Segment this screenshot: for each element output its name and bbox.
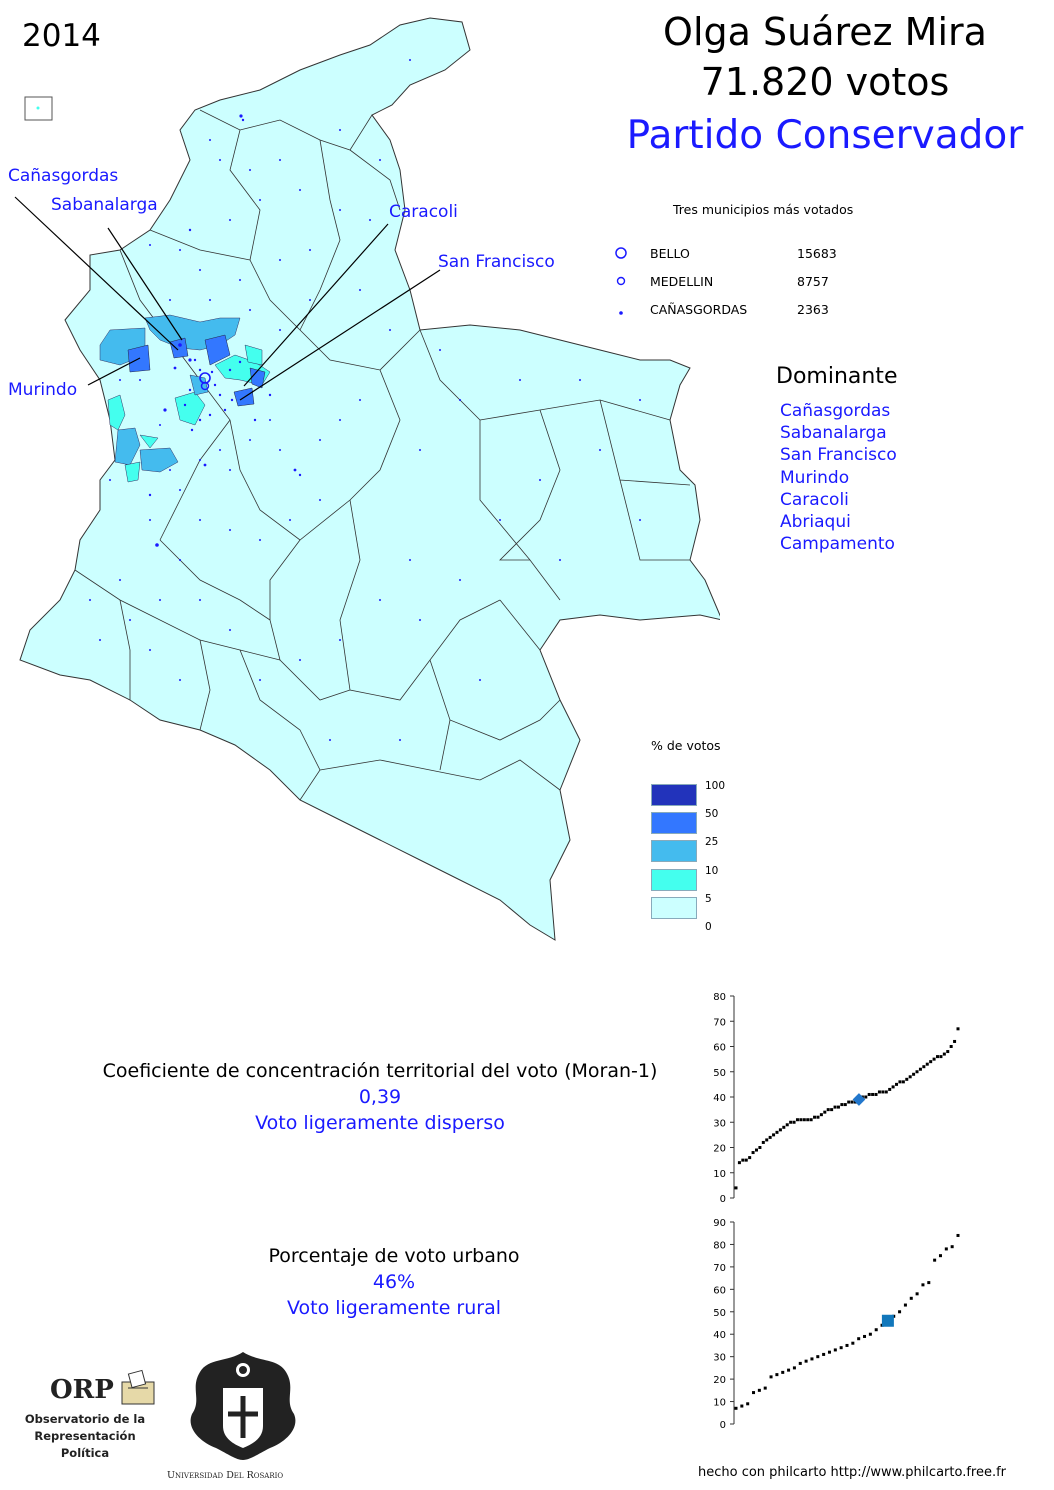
dominant-item: Abriaqui (780, 512, 851, 533)
data-point (868, 1093, 871, 1096)
data-point (905, 1078, 908, 1081)
legend-swatch (651, 840, 697, 862)
data-point (762, 1141, 765, 1144)
urban-value: 46% (372, 1271, 416, 1293)
data-point (803, 1118, 806, 1121)
data-point (787, 1369, 790, 1372)
data-point (779, 1128, 782, 1131)
legend-break: 10 (705, 864, 719, 877)
y-tick-label: 80 (713, 992, 726, 1003)
data-point (816, 1355, 819, 1358)
data-point (950, 1045, 953, 1048)
top-muni-name-2: MEDELLIN (650, 274, 714, 289)
data-point (953, 1040, 956, 1043)
party-name: Partido Conservador (626, 113, 1024, 158)
data-point (909, 1075, 912, 1078)
university-name: Universidad Del Rosario (167, 1470, 284, 1481)
data-point (746, 1402, 749, 1405)
y-tick-label: 0 (719, 1194, 726, 1205)
map-label-canasgordas: Cañasgordas (8, 166, 119, 186)
data-point (775, 1373, 778, 1376)
data-point (919, 1068, 922, 1071)
data-point (922, 1065, 925, 1068)
data-point (782, 1126, 785, 1129)
legend-swatch (651, 869, 697, 891)
legend-title: % de votos (651, 738, 721, 753)
data-point (834, 1348, 837, 1351)
moran-block (50, 1058, 710, 1136)
data-point (764, 1387, 767, 1390)
data-point (755, 1149, 758, 1152)
data-point (806, 1118, 809, 1121)
data-point (822, 1353, 825, 1356)
data-point (946, 1050, 949, 1053)
data-point (851, 1342, 854, 1345)
data-point (840, 1103, 843, 1106)
data-point (939, 1254, 942, 1257)
data-point (926, 1063, 929, 1066)
data-point (904, 1304, 907, 1307)
data-point (875, 1328, 878, 1331)
top-municipalities-heading: Tres municipios más votados (673, 202, 854, 217)
data-point (805, 1360, 808, 1363)
urban-rank-chart (690, 1214, 970, 1434)
map-label-sabanalarga: Sabanalarga (51, 195, 158, 215)
legend-break: 50 (705, 808, 719, 821)
map-label-san-francisco: San Francisco (438, 252, 555, 272)
dominant-item: San Francisco (780, 445, 897, 466)
urban-block (64, 1243, 724, 1321)
inset-islands (37, 107, 40, 110)
data-point (895, 1083, 898, 1086)
legend-break: 5 (705, 892, 712, 905)
data-point (869, 1333, 872, 1336)
y-tick-label: 90 (713, 1218, 726, 1229)
data-point (933, 1259, 936, 1262)
data-point (857, 1337, 860, 1340)
data-point (888, 1088, 891, 1091)
data-point (772, 1133, 775, 1136)
y-tick-label: 40 (713, 1330, 726, 1342)
y-tick-label: 60 (713, 1285, 726, 1297)
data-point (770, 1375, 773, 1378)
data-point (735, 1186, 738, 1189)
data-point (820, 1113, 823, 1116)
data-point (738, 1161, 741, 1164)
data-point (745, 1159, 748, 1162)
y-tick-label: 50 (713, 1067, 726, 1079)
data-point (765, 1138, 768, 1141)
moran-label: Coeficiente de concentración territorial del voto (Moran-1) (102, 1060, 658, 1082)
y-tick-label: 60 (713, 1042, 726, 1054)
data-point (939, 1055, 942, 1058)
data-point (796, 1118, 799, 1121)
data-point (871, 1093, 874, 1096)
data-point (758, 1389, 761, 1392)
medellin-marker-icon (618, 278, 625, 285)
data-point (878, 1090, 881, 1093)
data-point (769, 1136, 772, 1139)
data-point (933, 1058, 936, 1061)
data-point (881, 1090, 884, 1093)
data-point (813, 1116, 816, 1119)
data-point (910, 1297, 913, 1300)
data-point (875, 1093, 878, 1096)
data-point (740, 1405, 743, 1408)
data-point (943, 1053, 946, 1056)
data-point (957, 1234, 960, 1237)
orp-caption-line2: Representación Política (34, 1429, 136, 1460)
dominant-heading: Dominante (776, 364, 898, 389)
data-point (846, 1344, 849, 1347)
dominant-item: Cañasgordas (780, 401, 891, 421)
data-point (916, 1070, 919, 1073)
data-point (936, 1055, 939, 1058)
y-tick-label: 30 (713, 1118, 726, 1130)
university-crest-icon (178, 1348, 308, 1463)
dominant-item: Sabanalarga (780, 423, 887, 444)
data-point (810, 1118, 813, 1121)
data-point (793, 1366, 796, 1369)
data-point (844, 1103, 847, 1106)
data-point (827, 1108, 830, 1111)
moran-value: 0,39 (358, 1086, 402, 1108)
data-point (810, 1357, 813, 1360)
data-point (834, 1106, 837, 1109)
y-tick-label: 80 (713, 1240, 726, 1252)
data-point (885, 1090, 888, 1093)
data-point (945, 1247, 948, 1250)
data-point (741, 1159, 744, 1162)
data-point (902, 1080, 905, 1083)
data-point (799, 1118, 802, 1121)
data-point (837, 1106, 840, 1109)
data-point (892, 1085, 895, 1088)
legend-swatch (651, 897, 697, 919)
top-muni-votes-1: 15683 (797, 246, 837, 261)
y-tick-label: 30 (713, 1352, 726, 1364)
data-point (816, 1116, 819, 1119)
data-point (735, 1407, 738, 1410)
bello-marker-icon (616, 248, 626, 258)
y-tick-label: 20 (713, 1143, 726, 1155)
urban-verdict: Voto ligeramente rural (286, 1297, 502, 1319)
data-point (828, 1351, 831, 1354)
map-label-caracoli: Caracoli (389, 202, 458, 222)
candidate-highlight-point (853, 1093, 866, 1106)
data-point (789, 1121, 792, 1124)
orp-caption (10, 1411, 160, 1462)
orp-caption-line1: Observatorio de la (24, 1412, 146, 1426)
data-point (927, 1281, 930, 1284)
data-point (851, 1101, 854, 1104)
dominant-item: Campamento (780, 534, 895, 555)
canasgordas-marker-icon (619, 311, 623, 315)
dominant-list (780, 400, 897, 555)
dominant-item: Murindo (780, 467, 850, 488)
map-label-murindo: Murindo (8, 380, 78, 400)
data-point (864, 1096, 867, 1099)
data-point (752, 1391, 755, 1394)
data-point (758, 1146, 761, 1149)
y-tick-label: 40 (713, 1093, 726, 1104)
data-point (929, 1060, 932, 1063)
legend-swatch (651, 812, 697, 834)
vote-total: 71.820 votos (700, 60, 950, 104)
legend-break: 25 (705, 836, 719, 849)
data-point (912, 1073, 915, 1076)
y-tick-label: 70 (713, 1262, 726, 1274)
data-point (748, 1156, 751, 1159)
data-point (916, 1292, 919, 1295)
data-point (830, 1108, 833, 1111)
top-markers-legend (612, 244, 632, 324)
data-point (786, 1123, 789, 1126)
moran-rank-chart (690, 988, 970, 1208)
top-muni-votes-3: 2363 (797, 302, 829, 317)
top-muni-name-1: BELLO (650, 246, 690, 261)
data-point (781, 1371, 784, 1374)
election-year: 2014 (22, 18, 101, 54)
data-point (921, 1283, 924, 1286)
moran-verdict: Voto ligeramente disperso (255, 1112, 505, 1134)
urban-label: Porcentaje de voto urbano (268, 1245, 520, 1267)
data-point (793, 1121, 796, 1124)
top-muni-votes-2: 8757 (797, 274, 829, 289)
candidate-highlight-point (882, 1315, 894, 1327)
data-point (951, 1245, 954, 1248)
data-point (840, 1346, 843, 1349)
data-point (957, 1027, 960, 1030)
candidate-name: Olga Suárez Mira (663, 10, 987, 54)
legend-swatch (651, 784, 697, 806)
data-point (863, 1335, 866, 1338)
dominant-item: Caracoli (780, 489, 849, 510)
data-point (752, 1151, 755, 1154)
y-tick-label: 50 (713, 1307, 726, 1319)
top-muni-name-3: CAÑASGORDAS (650, 302, 748, 317)
legend-break: 0 (705, 921, 712, 934)
data-point (775, 1131, 778, 1134)
legend-break: 100 (705, 780, 726, 792)
legend-breaks (705, 772, 725, 941)
ballot-box-icon (116, 1368, 160, 1408)
y-tick-label: 20 (713, 1375, 726, 1387)
y-tick-label: 10 (713, 1168, 726, 1180)
y-tick-label: 10 (713, 1397, 726, 1409)
data-point (898, 1310, 901, 1313)
footer-credit: hecho con philcarto http://www.philcarto.free.fr (698, 1465, 1007, 1480)
data-point (847, 1101, 850, 1104)
y-tick-label: 0 (719, 1420, 726, 1431)
data-point (898, 1080, 901, 1083)
y-tick-label: 70 (713, 1017, 726, 1029)
data-point (823, 1111, 826, 1114)
orp-logo: ORP (50, 1375, 114, 1405)
data-point (799, 1362, 802, 1365)
